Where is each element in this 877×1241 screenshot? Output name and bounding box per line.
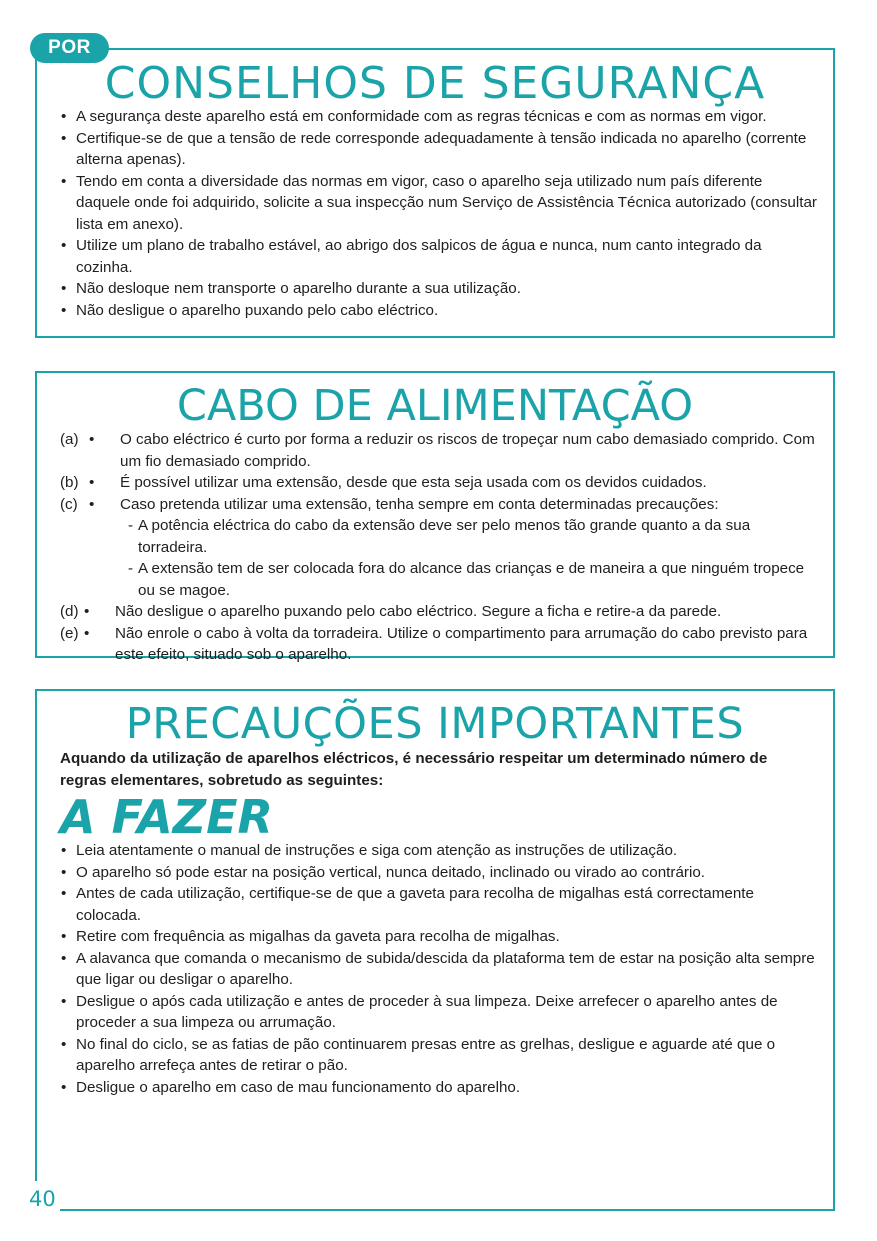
list-item	[60, 429, 819, 472]
list-item: • Leia atentamente o manual de instruções e siga com atenção as instruções de utilização.	[61, 840, 819, 862]
list-item: • Desligue o após cada utilização e antes de proceder à sua limpeza. Deixe arrefecer o aparelho antes de proceder a sua limpeza ou arrumação.	[61, 991, 819, 1034]
precautions-list	[61, 840, 819, 1098]
safety-list	[61, 106, 819, 321]
item-text: Caso pretenda utilizar uma extensão, tenha sempre em conta determinadas precauções:	[120, 495, 719, 513]
dash: -	[128, 560, 134, 577]
cable-list	[60, 429, 819, 666]
list-item	[60, 494, 819, 516]
sub-item-text: A potência eléctrica do cabo da extensão deve ser pelo menos tão grande quanto a da sua torradeira.	[138, 517, 751, 556]
list-item	[60, 601, 819, 623]
safety-section	[35, 48, 835, 338]
bullet: •	[89, 495, 95, 513]
bullet: •	[84, 603, 90, 620]
do-subtitle: A FAZER	[60, 790, 273, 844]
sub-item	[60, 558, 819, 601]
item-label: (b)	[60, 474, 79, 491]
item-label: (c)	[60, 495, 78, 513]
bottom-rule	[60, 1209, 835, 1211]
list-item: • A alavanca que comanda o mecanismo de subida/descida da plataforma tem de estar na posição alta sempre que ligar ou desligar o aparelho.	[61, 948, 819, 991]
list-item: • A segurança deste aparelho está em conformidade com as regras técnicas e com as normas em vigor.	[61, 106, 819, 128]
item-text: Não enrole o cabo à volta da torradeira. Utilize o compartimento para arrumação do cabo previsto para este efeito, situado sob o aparelho.	[115, 624, 808, 663]
bullet: •	[84, 624, 90, 642]
item-text: O cabo eléctrico é curto por forma a reduzir os riscos de tropeçar num cabo demasiado comprido. Com um fio demasiado comprido.	[120, 431, 815, 470]
list-item: • Utilize um plano de trabalho estável, ao abrigo dos salpicos de água e nunca, num canto integrado da cozinha.	[61, 235, 819, 278]
precautions-title: PRECAUÇÕES IMPORTANTES	[125, 699, 745, 749]
safety-title: CONSELHOS DE SEGURANÇA	[104, 58, 766, 109]
bullet: •	[89, 474, 95, 491]
list-item: • Certifique-se de que a tensão de rede corresponde adequadamente à tensão indicada no aparelho (corrente alterna apenas).	[61, 128, 819, 171]
list-item	[60, 472, 819, 494]
list-item: • Não desloque nem transporte o aparelho durante a sua utilização.	[61, 278, 819, 300]
precautions-intro: Aquando da utilização de aparelhos eléctricos, é necessário respeitar um determinado número de regras elementares, sobretudo as seguintes:	[60, 750, 768, 789]
item-label: (d)	[60, 603, 79, 620]
sub-item	[60, 515, 819, 558]
list-item: • Não desligue o aparelho puxando pelo cabo eléctrico.	[61, 300, 819, 322]
item-text: Não desligue o aparelho puxando pelo cabo eléctrico. Segure a ficha e retire-a da parede.	[115, 603, 722, 620]
cable-title: CABO DE ALIMENTAÇÃO	[176, 381, 694, 431]
item-text: É possível utilizar uma extensão, desde que esta seja usada com os devidos cuidados.	[120, 474, 707, 491]
list-item	[60, 623, 819, 666]
item-label: (a)	[60, 431, 79, 448]
language-badge: POR	[30, 33, 109, 63]
sub-item-text: A extensão tem de ser colocada fora do alcance das crianças e de maneira a que ninguém tropece ou se magoe.	[138, 560, 805, 599]
list-item: • Desligue o aparelho em caso de mau funcionamento do aparelho.	[61, 1077, 819, 1099]
list-item: • Tendo em conta a diversidade das normas em vigor, caso o aparelho seja utilizado num país diferente daquele onde foi adquirido, solicite a sua inspecção num Serviço de Assistência Técnica autorizado (consultar lista em anexo).	[61, 171, 819, 236]
list-item: • No final do ciclo, se as fatias de pão continuarem presas entre as grelhas, desligue e aguarde até que o aparelho arrefeça antes de retirar o pão.	[61, 1034, 819, 1077]
cable-section	[35, 371, 835, 663]
bullet: •	[89, 431, 95, 448]
item-label: (e)	[60, 624, 79, 642]
dash: -	[128, 517, 134, 534]
page-number: 40	[29, 1187, 56, 1211]
list-item: • Antes de cada utilização, certifique-se de que a gaveta para recolha de migalhas está correctamente colocada.	[61, 883, 819, 926]
list-item: • Retire com frequência as migalhas da gaveta para recolha de migalhas.	[61, 926, 819, 948]
list-item: • O aparelho só pode estar na posição vertical, nunca deitado, inclinado ou virado ao contrário.	[61, 862, 819, 884]
precautions-section	[35, 689, 835, 1211]
